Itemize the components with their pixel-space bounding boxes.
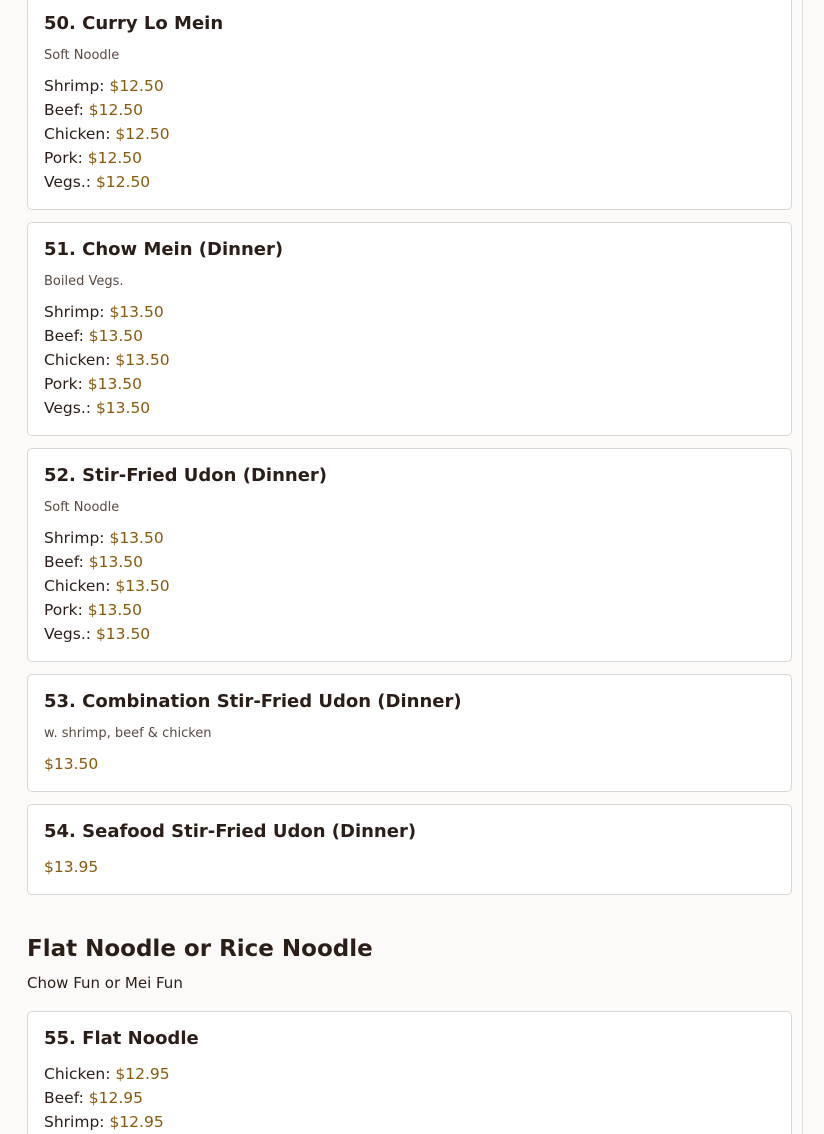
price-line — [44, 552, 143, 572]
price-value: $12.50 — [109, 77, 164, 95]
price-value: $13.50 — [95, 625, 151, 643]
price-line — [44, 624, 150, 644]
section-title: Flat Noodle or Rice Noodle — [27, 936, 373, 962]
price-label: Shrimp: — [44, 303, 105, 321]
menu-item-card[interactable] — [27, 222, 792, 436]
menu-item-title: 54. Seafood Stir-Fried Udon (Dinner) — [44, 821, 417, 842]
price-label: Pork: — [44, 149, 83, 167]
price-line — [44, 1112, 164, 1132]
price-value: $12.50 — [87, 149, 143, 167]
price-line — [44, 600, 142, 620]
price-label: Chicken: — [44, 125, 111, 143]
menu-item-title: 51. Chow Mein (Dinner) — [44, 239, 284, 260]
price-label: Beef: — [44, 327, 84, 345]
price-label: Shrimp: — [44, 1113, 105, 1131]
price-line — [44, 326, 143, 346]
price-value: $13.50 — [95, 399, 151, 417]
menu-item-card[interactable] — [27, 1011, 792, 1134]
price-label: Beef: — [44, 101, 84, 119]
price-line — [44, 374, 142, 394]
price-value: $13.95 — [44, 858, 99, 876]
menu-item-title: 50. Curry Lo Mein — [44, 13, 224, 34]
price-value: $13.50 — [87, 601, 143, 619]
price-line — [44, 350, 170, 370]
price-value: $13.50 — [88, 553, 144, 571]
price-value: $12.95 — [115, 1065, 170, 1083]
menu-item-description: Boiled Vegs. — [44, 274, 124, 289]
price-label: Vegs.: — [44, 399, 91, 417]
price-label: Beef: — [44, 553, 84, 571]
price-label: Chicken: — [44, 577, 111, 595]
menu-item-card[interactable] — [27, 674, 792, 792]
menu-item-description: Soft Noodle — [44, 48, 120, 63]
price-line — [44, 148, 142, 168]
menu-item-title: 55. Flat Noodle — [44, 1028, 199, 1049]
price-line — [44, 124, 170, 144]
price-line — [44, 857, 98, 877]
price-label: Vegs.: — [44, 173, 91, 191]
price-value: $13.50 — [115, 351, 170, 369]
price-label: Shrimp: — [44, 77, 105, 95]
price-value: $13.50 — [88, 327, 144, 345]
price-value: $12.50 — [115, 125, 170, 143]
price-label: Pork: — [44, 375, 83, 393]
price-value: $13.50 — [109, 303, 164, 321]
menu-item-card[interactable] — [27, 448, 792, 662]
price-label: Vegs.: — [44, 625, 91, 643]
menu-item-description: Soft Noodle — [44, 500, 120, 515]
price-value: $12.95 — [88, 1089, 144, 1107]
price-line — [44, 1088, 143, 1108]
price-line — [44, 172, 150, 192]
price-line — [44, 398, 150, 418]
price-line — [44, 302, 164, 322]
menu-item-card[interactable] — [27, 0, 792, 210]
price-value: $12.50 — [95, 173, 151, 191]
price-line — [44, 76, 164, 96]
price-label: Chicken: — [44, 351, 111, 369]
price-line — [44, 100, 143, 120]
price-value: $13.50 — [44, 755, 99, 773]
price-label: Chicken: — [44, 1065, 111, 1083]
price-line — [44, 576, 170, 596]
price-label: Shrimp: — [44, 529, 105, 547]
price-value: $12.50 — [88, 101, 144, 119]
price-line — [44, 1064, 170, 1084]
price-value: $13.50 — [109, 529, 164, 547]
price-line — [44, 754, 98, 774]
price-value: $13.50 — [87, 375, 143, 393]
menu-item-title: 52. Stir-Fried Udon (Dinner) — [44, 465, 328, 486]
price-value: $13.50 — [115, 577, 170, 595]
menu-item-description: w. shrimp, beef & chicken — [44, 726, 212, 741]
section-subtitle: Chow Fun or Mei Fun — [27, 974, 183, 992]
menu-item-title: 53. Combination Stir-Fried Udon (Dinner) — [44, 691, 462, 712]
price-line — [44, 528, 164, 548]
menu-item-card[interactable] — [27, 804, 792, 895]
price-label: Beef: — [44, 1089, 84, 1107]
price-value: $12.95 — [109, 1113, 164, 1131]
price-label: Pork: — [44, 601, 83, 619]
